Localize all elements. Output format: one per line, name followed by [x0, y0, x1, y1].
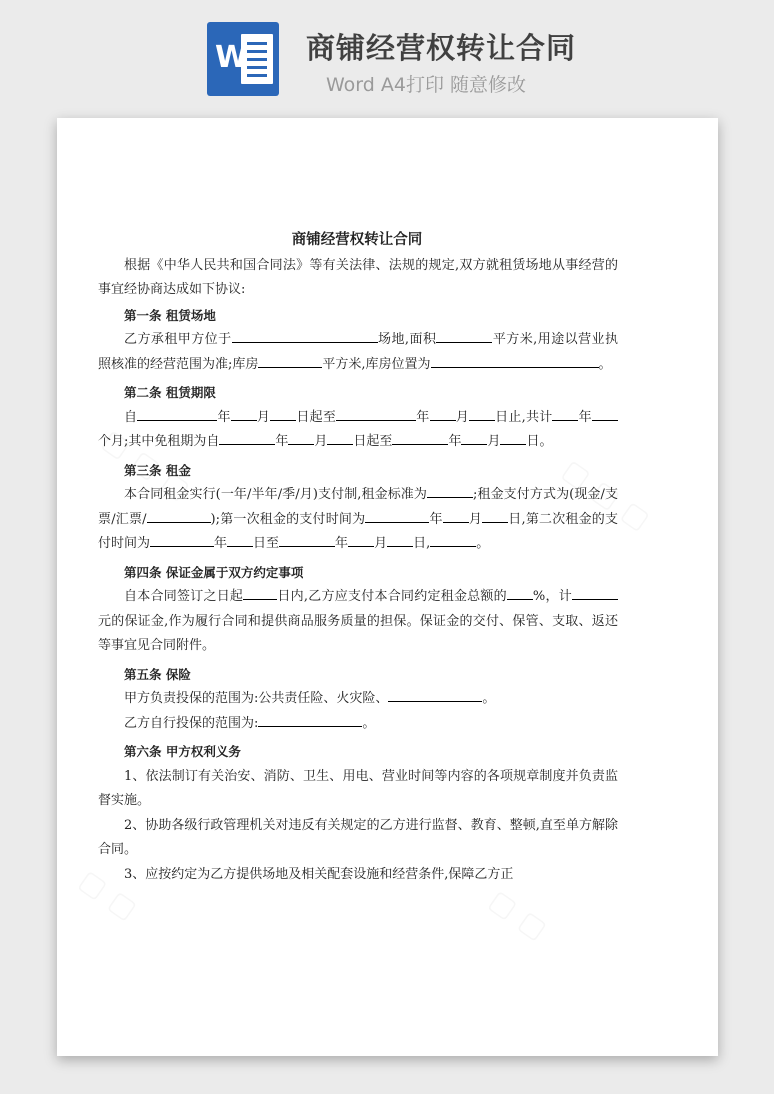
header-subtitle: Word A4打印 随意修改	[326, 74, 527, 96]
blank-free-start-month[interactable]	[288, 430, 314, 445]
text: 乙方自行投保的范围为:	[124, 715, 259, 731]
text: 。	[482, 691, 496, 706]
blank-end-day[interactable]	[469, 406, 495, 421]
article-1-heading: 第一条 租赁场地	[124, 307, 216, 323]
article-5-text-2	[98, 712, 618, 737]
article-6-item-2: 2、协助各级行政管理机关对违反有关规定的乙方进行监督、教育、整顿,直至单方解除合同。	[98, 817, 618, 857]
header-title: 商铺经营权转让合同	[306, 31, 577, 65]
blank-insurance-scope-b[interactable]	[258, 712, 362, 727]
blank-extra[interactable]	[430, 532, 476, 547]
blank-percent[interactable]	[507, 585, 533, 600]
text: %，计	[532, 589, 572, 604]
blank-free-end-month[interactable]	[461, 430, 487, 445]
blank-insurance-scope-a[interactable]	[388, 687, 482, 702]
article-6-item-3: 3、应按约定为乙方提供场地及相关配套设施和经营条件,保障乙方正	[124, 866, 514, 882]
blank-start-month[interactable]	[231, 406, 257, 421]
blank-start-day[interactable]	[270, 406, 296, 421]
blank-rent-standard[interactable]	[427, 483, 473, 498]
text: 平方米,库房位置为	[322, 356, 431, 372]
blank-years[interactable]	[552, 406, 578, 421]
text: 日起至	[353, 434, 393, 449]
text: 平方米,用途以营业执照核准的经营范围为准;库房	[98, 332, 618, 372]
text: 年	[335, 536, 349, 551]
text: 本合同租金实行(一年/半年/季/月)支付制,租金标准为	[124, 487, 428, 502]
text: ;租金支付方式为(现金/支票/汇票/	[98, 487, 618, 527]
blank-second-pay-end-month[interactable]	[348, 532, 374, 547]
text: );第一次租金的支付时间为	[210, 511, 366, 527]
blank-second-pay-year[interactable]	[150, 532, 214, 547]
blank-free-start-day[interactable]	[327, 430, 353, 445]
text: 年	[416, 409, 430, 425]
word-document-icon	[207, 22, 279, 96]
blank-storage-area[interactable]	[258, 353, 322, 368]
blank-location[interactable]	[232, 328, 378, 343]
text: 日,	[413, 536, 431, 551]
text: 个月;其中免租期为自	[98, 434, 220, 449]
text: 月	[487, 434, 501, 449]
blank-free-end-day[interactable]	[500, 430, 526, 445]
blank-months[interactable]	[592, 406, 618, 421]
text: 自本合同签订之日起	[124, 589, 244, 604]
text: 。	[598, 356, 612, 372]
article-3-heading: 第三条 租金	[124, 462, 191, 478]
text: 场地,面积	[377, 332, 437, 347]
text: 年	[448, 434, 462, 449]
article-6-heading: 第六条 甲方权利义务	[124, 744, 241, 759]
text: 日至	[253, 536, 280, 551]
text: 年	[429, 511, 443, 527]
text: 日。	[526, 434, 553, 449]
article-2-heading: 第二条 租赁期限	[124, 385, 216, 400]
article-6-item-1: 1、依法制订有关治安、消防、卫生、用电、营业时间等内容的各项规章制度并负责监督实施。	[98, 768, 618, 808]
article-4-text	[98, 585, 618, 659]
text: 。	[476, 536, 490, 551]
text: 日内,乙方应支付本合同约定租金总额的	[277, 589, 507, 604]
text: 年	[214, 536, 228, 551]
article-1-text	[98, 328, 618, 377]
page-header	[0, 0, 774, 112]
blank-first-pay-day[interactable]	[482, 508, 508, 523]
blank-first-pay-year[interactable]	[365, 508, 429, 523]
text: 元的保证金,作为履行合同和提供商品服务质量的担保。保证金的交付、保管、支取、返还等事宜见合同附件。	[98, 613, 618, 653]
blank-area[interactable]	[436, 328, 492, 343]
article-5-heading: 第五条 保险	[124, 666, 191, 682]
blank-free-start-year[interactable]	[219, 430, 275, 445]
text: 日起至	[296, 409, 337, 425]
blank-end-month[interactable]	[430, 406, 456, 421]
blank-deposit-amount[interactable]	[572, 585, 618, 600]
document-title: 商铺经营权转让合同	[291, 231, 423, 248]
document-body	[98, 228, 618, 887]
watermark	[483, 883, 553, 946]
text: 月	[256, 409, 271, 425]
article-3-text	[98, 483, 618, 557]
article-5-text-1	[98, 687, 618, 712]
text: 月	[468, 511, 483, 527]
text: 乙方承租甲方位于	[124, 332, 232, 347]
text: 日,第二次租金的支付时间为	[98, 511, 618, 551]
blank-days[interactable]	[243, 585, 277, 600]
icon-letter: W	[215, 40, 249, 75]
blank-storage-location[interactable]	[431, 353, 599, 368]
text: 自	[124, 409, 138, 425]
text: 年	[217, 409, 231, 425]
text: 。	[362, 715, 376, 731]
text: 年	[578, 409, 592, 425]
text: 月	[314, 434, 328, 449]
blank-end-year[interactable]	[336, 406, 416, 421]
blank-start-year[interactable]	[137, 406, 217, 421]
intro-paragraph: 根据《中华人民共和国合同法》等有关法律、法规的规定,双方就租赁场地从事经营的事宜经协商达成如下协议:	[98, 257, 618, 297]
article-4-heading: 第四条 保证金属于双方约定事项	[124, 564, 304, 580]
text: 年	[275, 434, 289, 449]
text: 月	[455, 409, 469, 425]
blank-first-pay-month[interactable]	[443, 508, 469, 523]
blank-second-pay-end-year[interactable]	[279, 532, 335, 547]
blank-free-end-year[interactable]	[392, 430, 448, 445]
article-2-text	[98, 406, 618, 455]
blank-second-pay-end-day[interactable]	[387, 532, 413, 547]
text: 甲方负责投保的范围为:公共责任险、火灾险、	[124, 691, 389, 706]
text: 月	[374, 536, 388, 551]
text: 日止,共计	[494, 409, 553, 425]
blank-second-pay-month[interactable]	[227, 532, 253, 547]
blank-payment-method[interactable]	[147, 508, 211, 523]
